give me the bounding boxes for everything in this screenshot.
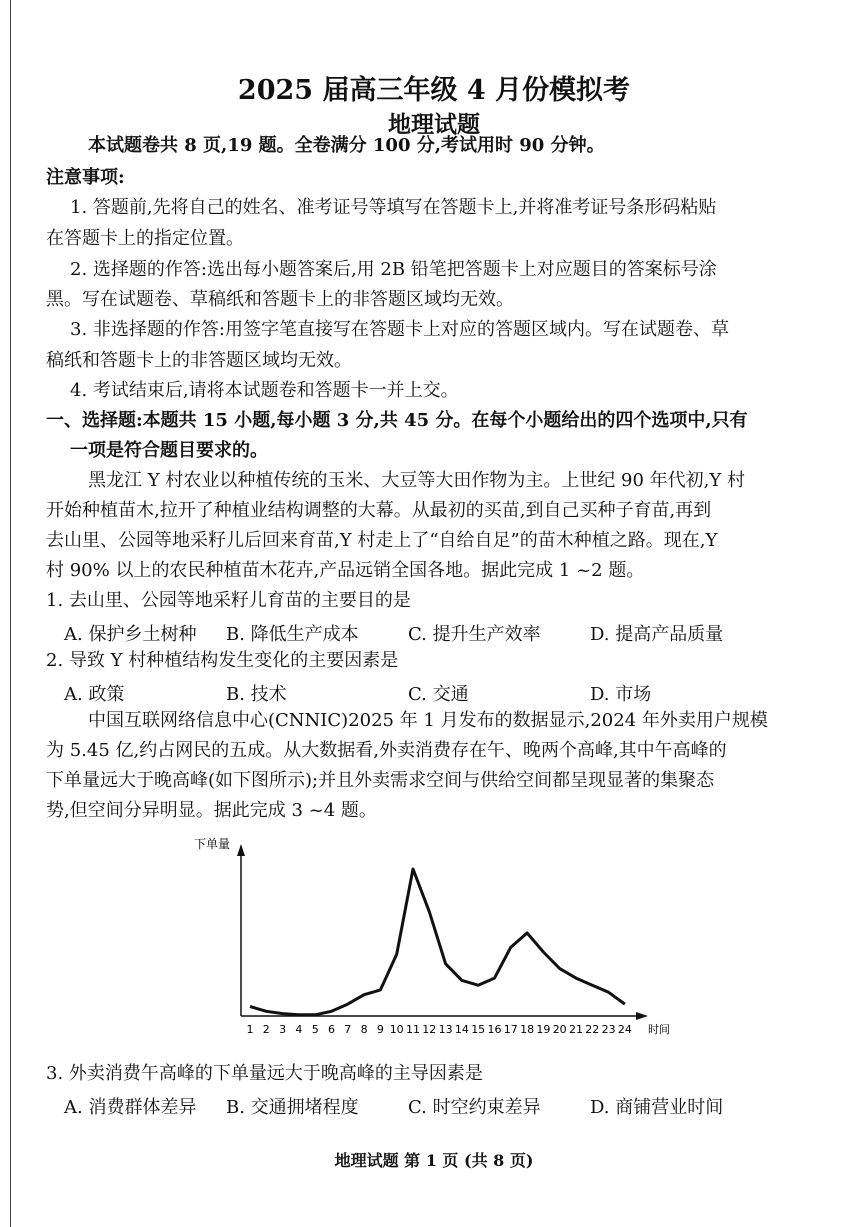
passage2-line4: 势,但空间分异明显。据此完成 3 ~4 题。 <box>46 800 377 821</box>
x-tick-label: 22 <box>585 1023 600 1036</box>
exam-title: 2025 届高三年级 4 月份模拟考 <box>237 75 631 106</box>
page-footer: 地理试题 第 1 页 (共 8 页) <box>334 1151 534 1170</box>
x-tick-label: 5 <box>311 1023 319 1036</box>
q3-stem: 3. 外卖消费午高峰的下单量远大于晚高峰的主导因素是 <box>46 1063 483 1084</box>
x-tick-label: 11 <box>406 1023 420 1036</box>
x-tick-label: 9 <box>376 1023 384 1036</box>
q2-option-a: A. 政策 <box>64 684 125 705</box>
x-tick-label: 17 <box>503 1023 518 1036</box>
order-volume-line <box>250 869 625 1015</box>
q2-option-d: D. 市场 <box>590 684 652 705</box>
x-tick-label: 21 <box>569 1023 583 1036</box>
note-4: 4. 考试结束后,请将本试题卷和答题卡一并上交。 <box>70 380 459 401</box>
x-tick-label: 2 <box>262 1023 270 1036</box>
x-tick-label: 24 <box>617 1023 632 1036</box>
note-3a: 3. 非选择题的作答:用签字笔直接写在答题卡上对应的答题区域内。写在试题卷、草 <box>70 319 729 340</box>
q2-option-b: B. 技术 <box>226 684 287 705</box>
passage2-line2: 为 5.45 亿,约占网民的五成。从大数据看,外卖消费存在午、晚两个高峰,其中午高峰的 <box>46 740 727 761</box>
section-heading-b: 一项是符合题目要求的。 <box>70 440 268 461</box>
notes-heading: 注意事项: <box>46 167 125 188</box>
x-tick-label: 8 <box>360 1023 368 1036</box>
x-tick-label: 6 <box>328 1023 335 1036</box>
page-binding-edge <box>10 0 11 1227</box>
x-tick-label: 4 <box>295 1023 303 1036</box>
note-2a: 2. 选择题的作答:选出每小题答案后,用 2B 铅笔把答题卡上对应题目的答案标号涂 <box>70 259 717 280</box>
x-tick-label: 20 <box>552 1023 567 1036</box>
q1-option-a: A. 保护乡土树种 <box>64 624 197 645</box>
q1-stem: 1. 去山里、公园等地采籽儿育苗的主要目的是 <box>46 590 411 611</box>
section-heading-a: 一、选择题:本题共 15 小题,每小题 3 分,共 45 分。在每个小题给出的四个选项中,只有 <box>46 410 748 431</box>
q1-option-c: C. 提升生产效率 <box>408 624 541 645</box>
x-tick-label: 7 <box>344 1023 352 1036</box>
q1-option-b: B. 降低生产成本 <box>226 624 359 645</box>
passage1-line4: 村 90% 以上的农民种植苗木花卉,产品远销全国各地。据此完成 1 ~2 题。 <box>46 560 645 581</box>
chart-ylabel: 下单量 <box>194 837 231 851</box>
note-2b: 黑。写在试题卷、草稿纸和答题卡上的非答题区域均无效。 <box>46 289 514 310</box>
x-tick-label: 10 <box>389 1023 404 1036</box>
exam-info: 本试题卷共 8 页,19 题。全卷满分 100 分,考试用时 90 分钟。 <box>88 135 605 156</box>
q1-option-d: D. 提高产品质量 <box>590 624 724 645</box>
passage1-line1: 黑龙江 Y 村农业以种植传统的玉米、大豆等大田作物为主。上世纪 90 年代初,Y 村 <box>88 470 745 491</box>
x-axis-arrow <box>636 1012 648 1020</box>
exam-subject: 地理试题 <box>388 111 480 138</box>
q2-option-c: C. 交通 <box>408 684 469 705</box>
q3-option-a: A. 消费群体差异 <box>64 1097 197 1118</box>
chart-xlabel: 时间 <box>648 1023 670 1036</box>
q3-option-c: C. 时空约束差异 <box>408 1097 541 1118</box>
passage1-line2: 开始种植苗木,拉开了种植业结构调整的大幕。从最初的买苗,到自己买种子育苗,再到 <box>46 500 712 521</box>
x-tick-label: 3 <box>279 1023 287 1036</box>
x-tick-label: 1 <box>246 1023 254 1036</box>
q3-option-d: D. 商铺营业时间 <box>590 1097 724 1118</box>
passage2-line1: 中国互联网络信息中心(CNNIC)2025 年 1 月发布的数据显示,2024 年外卖用户规模 <box>88 710 768 731</box>
q2-stem: 2. 导致 Y 村种植结构发生变化的主要因素是 <box>46 650 399 671</box>
x-tick-label: 12 <box>422 1023 437 1036</box>
x-tick-label: 16 <box>487 1023 502 1036</box>
x-tick-label: 18 <box>520 1023 535 1036</box>
x-tick-label: 14 <box>454 1023 469 1036</box>
q3-option-b: B. 交通拥堵程度 <box>226 1097 359 1118</box>
x-tick-label: 13 <box>438 1023 453 1036</box>
passage2-line3: 下单量远大于晚高峰(如下图所示);并且外卖需求空间与供给空间都呈现显著的集聚态 <box>46 770 715 791</box>
note-1b: 在答题卡上的指定位置。 <box>46 228 244 249</box>
order-volume-chart <box>180 828 700 1058</box>
x-tick-label: 23 <box>601 1023 616 1036</box>
y-axis-arrow <box>237 844 245 856</box>
passage1-line3: 去山里、公园等地采籽儿后回来育苗,Y 村走上了“自给自足”的苗木种植之路。现在,Y <box>46 530 718 551</box>
x-tick-label: 19 <box>536 1023 551 1036</box>
note-3b: 稿纸和答题卡上的非答题区域均无效。 <box>46 350 352 371</box>
x-tick-label: 15 <box>471 1023 486 1036</box>
note-1a: 1. 答题前,先将自己的姓名、准考证号等填写在答题卡上,并将准考证号条形码粘贴 <box>70 197 717 218</box>
